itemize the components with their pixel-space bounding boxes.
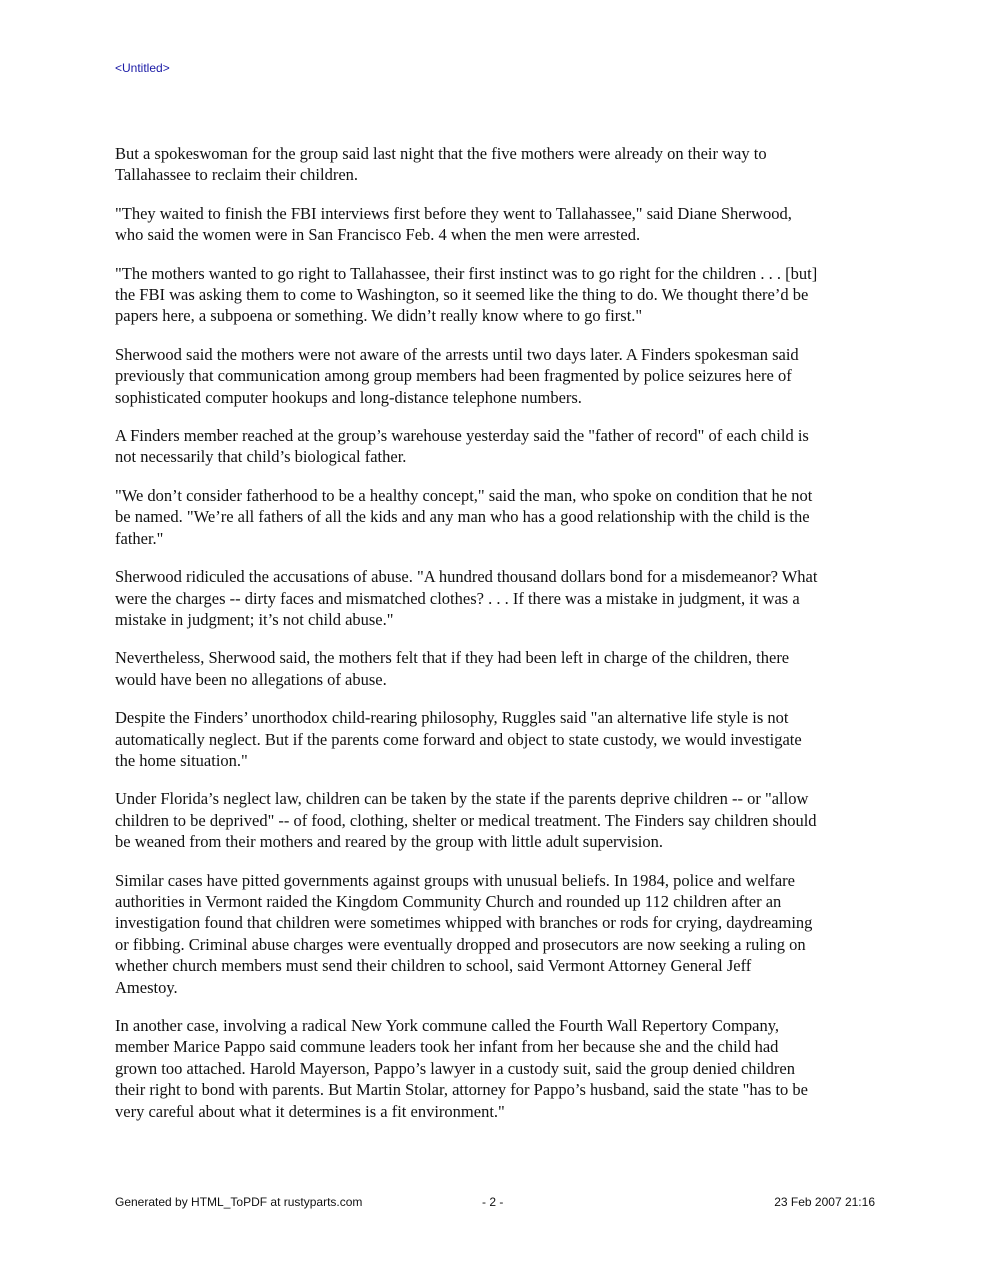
footer-generator: Generated by HTML_ToPDF at rustyparts.com	[115, 1195, 363, 1209]
paragraph: "We don’t consider fatherhood to be a healthy concept," said the man, who spoke on condition that he not be named. "We’re all fathers of all the kids and any man who has a good relationship with the child is the father."	[115, 485, 813, 548]
paragraph: "The mothers wanted to go right to Tallahassee, their first instinct was to go right for the children . . . [but] the FBI was asking them to come to Washington, so it seemed like the thing to do. We thought there’d be papers here, a subpoena or something. We didn’t really know where to go first."	[115, 263, 818, 326]
footer-timestamp: 23 Feb 2007 21:16	[774, 1195, 875, 1209]
paragraph: Under Florida’s neglect law, children can be taken by the state if the parents deprive children -- or "allow children to be deprived" -- of food, clothing, shelter or medical treatment. The Finders say children should be weaned from their mothers and reared by the group with little adult supervision.	[115, 789, 817, 852]
page-footer	[115, 1195, 875, 1211]
paragraph: Sherwood said the mothers were not aware of the arrests until two days later. A Finders spokesman said previously that communication among group members had been fragmented by police seizures here of sophisticated computer hookups and long-distance telephone numbers.	[115, 344, 799, 407]
paragraph: In another case, involving a radical New York commune called the Fourth Wall Repertory Company, member Marice Pappo said commune leaders took her infant from her because she and the child had grown too attached. Harold Mayerson, Pappo’s lawyer in a custody suit, said the group denied children their right to bond with parents. But Martin Stolar, attorney for Pappo’s husband, said the state "has to be very careful about what it determines is a fit environment."	[115, 1016, 808, 1121]
paragraph: But a spokeswoman for the group said last night that the five mothers were already on their way to Tallahassee to reclaim their children.	[115, 144, 767, 185]
paragraph: Despite the Finders’ unorthodox child-rearing philosophy, Ruggles said "an alternative life style is not automatically neglect. But if the parents come forward and object to state custody, we would investigate the home situation."	[115, 708, 802, 770]
paragraph: "They waited to finish the FBI interviews first before they went to Tallahassee," said Diane Sherwood, who said the women were in San Francisco Feb. 4 when the men were arrested.	[115, 203, 792, 245]
paragraph: A Finders member reached at the group’s warehouse yesterday said the "father of record" of each child is not necessarily that child’s biological father.	[115, 426, 809, 467]
paragraph: Nevertheless, Sherwood said, the mothers felt that if they had been left in charge of the children, there would have been no allegations of abuse.	[115, 648, 790, 689]
footer-page-number: - 2 -	[482, 1195, 504, 1209]
paragraph: Similar cases have pitted governments against groups with unusual beliefs. In 1984, police and welfare authorities in Vermont raided the Kingdom Community Church and rounded up 112 children after an investigation found that children were sometimes whipped with branches or rods for crying, daydreaming or fibbing. Criminal abuse charges were eventually dropped and prosecutors are now seeking a ruling on whether church members must send their children to school, said Vermont Attorney General Jeff Amestoy.	[115, 870, 813, 997]
document-title: <Untitled>	[115, 61, 170, 75]
article-body	[115, 143, 881, 1139]
paragraph: Sherwood ridiculed the accusations of abuse. "A hundred thousand dollars bond for a misdemeanor? What were the charges -- dirty faces and mismatched clothes? . . . If there was a mistake in judgment, it was a mistake in judgment; it’s not child abuse."	[115, 567, 818, 629]
